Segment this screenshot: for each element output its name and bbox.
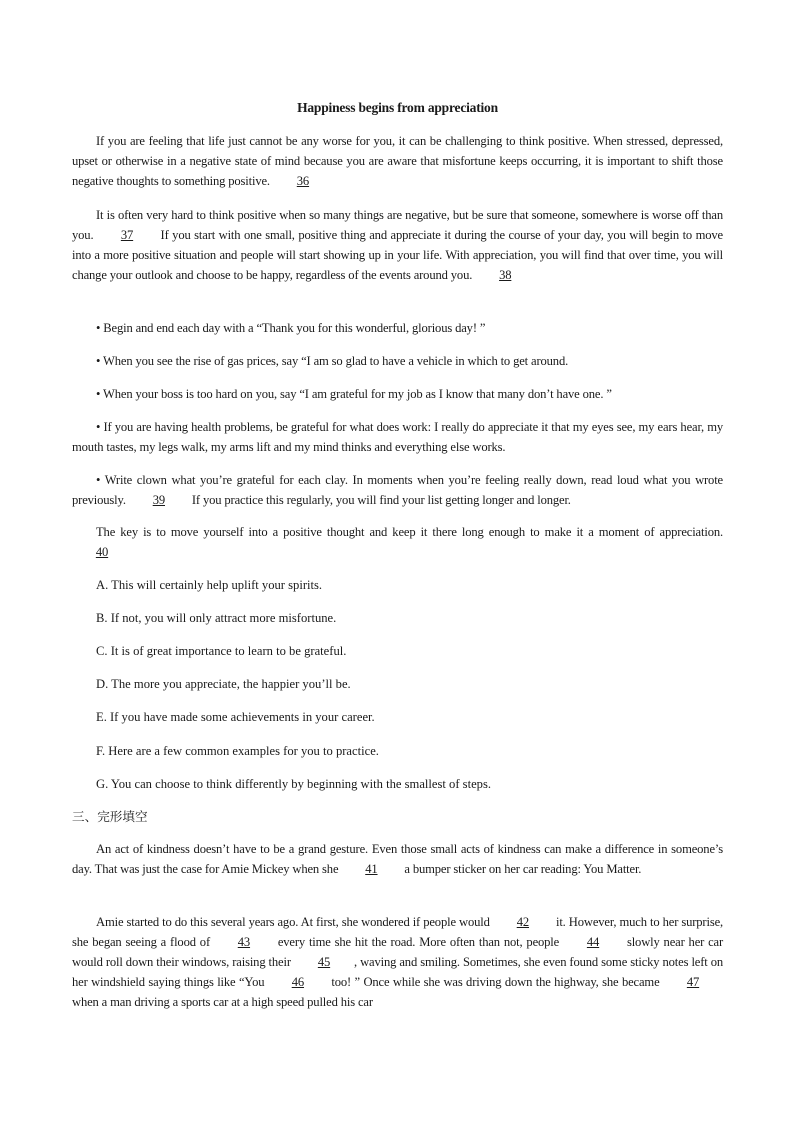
- blank-37: 37: [120, 228, 134, 242]
- bullet-item-5: • Write clown what you’re grateful for each clay. In moments when you’re feeling really down, read loud what you wrote previously. 39 If you practice this regularly, you will find your list getting longer and longer.: [72, 470, 723, 510]
- bullet-item: • When you see the rise of gas prices, say “I am so glad to have a vehicle in which to get around.: [96, 354, 569, 368]
- option-d: D. The more you appreciate, the happier you’ll be.: [96, 677, 351, 691]
- blank-40: 40: [95, 545, 109, 559]
- blank-38: 38: [499, 268, 512, 282]
- blank-39: 39: [152, 493, 165, 507]
- bullet-item: • Begin and end each day with a “Thank you for this wonderful, glorious day! ”: [96, 321, 486, 335]
- paragraph-1: If you are feeling that life just cannot be any worse for you, it can be challenging to think positive. When stressed, depressed, upset or otherwise in a negative state of mind because you are aware that misfortune keeps occurring, it is important to shift those negative thoughts to something positive. 36: [72, 131, 723, 191]
- blank-42: 42: [516, 915, 529, 929]
- blank-47: 47: [686, 975, 700, 989]
- section-heading: 三、完形填空: [72, 810, 148, 824]
- cloze-paragraph-1: An act of kindness doesn’t have to be a grand gesture. Even those small acts of kindness can make a difference in someone’s day. That was just the case for Amie Mickey when she 41 a bumper sticker on her car reading: You Matter.: [72, 839, 723, 879]
- passage-title: Happiness begins from appreciation: [297, 100, 498, 115]
- option-e: E. If you have made some achievements in your career.: [96, 710, 375, 724]
- bullet-item: • When your boss is too hard on you, say “I am grateful for my job as I know that many don’t have one. ”: [96, 387, 612, 401]
- blank-44: 44: [586, 935, 600, 949]
- cloze-paragraph-2: Amie started to do this several years ago. At first, she wondered if people would 42 it. However, much to her surprise, she began seeing a flood of 43 every time she hit the road. More often than not, people 44 slowly near her car would roll down their windows, raising their 45 , waving and smiling. Sometimes, she even found some sticky notes left on her windshield saying things like “You 46 too! ” Once while she was driving down the highway, she became 47 when a man driving a sports car at a high speed pulled his car: [72, 912, 723, 1012]
- blank-46: 46: [291, 975, 305, 989]
- option-a: A. This will certainly help uplift your spirits.: [96, 578, 323, 592]
- paragraph-3: The key is to move yourself into a positive thought and keep it there long enough to make it a moment of appreciation. 40: [72, 522, 723, 562]
- bullet-item: • If you are having health problems, be grateful for what does work: I really do appreciate it that my eyes see, my ears hear, my mouth tastes, my legs walk, my arms lift and my mind thinks and everything else works.: [72, 420, 723, 454]
- option-b: B. If not, you will only attract more misfortune.: [96, 611, 337, 625]
- paragraph-2: It is often very hard to think positive when so many things are negative, but be sure that someone, somewhere is worse off than you. 37 If you start with one small, positive thing and appreciate it during the course of your day, you will begin to move into a more positive situation and people will start showing up in your life. With appreciation, you will find that over time, you will change your outlook and choose to be happy, regardless of the events around you. 38: [72, 205, 723, 285]
- blank-36: 36: [296, 174, 310, 188]
- option-c: C. It is of great importance to learn to be grateful.: [96, 644, 347, 658]
- blank-45: 45: [317, 955, 331, 969]
- option-f: F. Here are a few common examples for you to practice.: [96, 744, 379, 758]
- blank-41: 41: [365, 862, 378, 876]
- option-g: G. You can choose to think differently by beginning with the smallest of steps.: [96, 777, 492, 791]
- blank-43: 43: [237, 935, 251, 949]
